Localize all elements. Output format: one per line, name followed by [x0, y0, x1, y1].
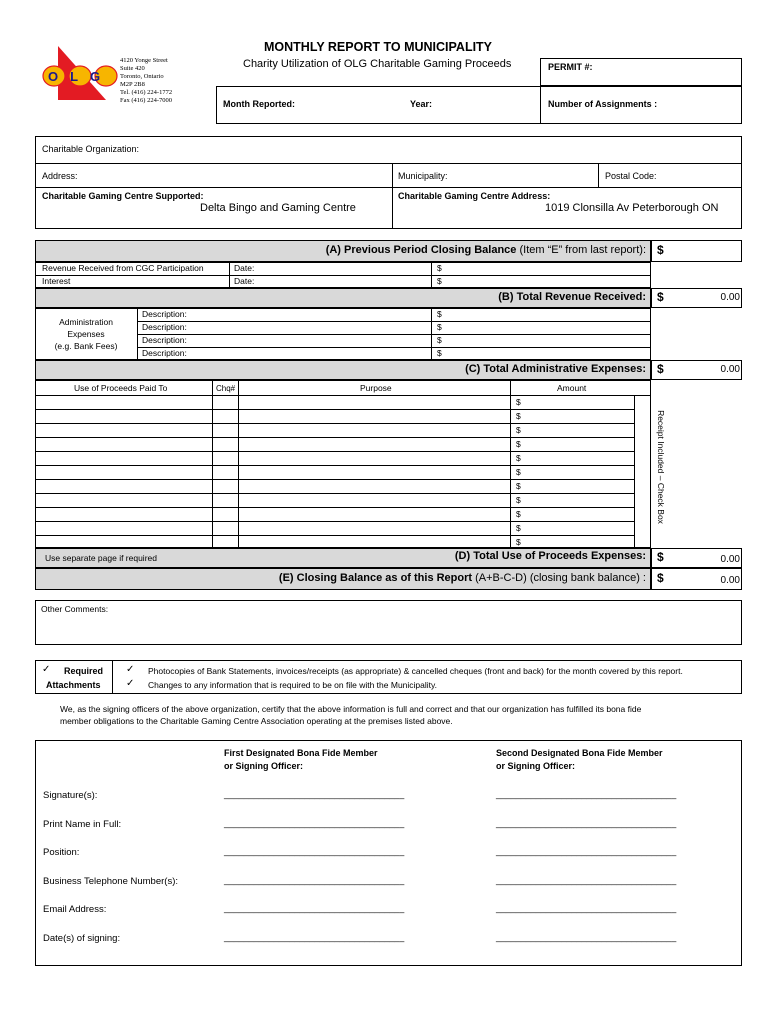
first-signer-field[interactable]: ____________________________________	[224, 875, 405, 885]
first-signer-field[interactable]: ____________________________________	[224, 903, 405, 913]
second-signer-field[interactable]: ____________________________________	[496, 818, 677, 828]
proceeds-dollar[interactable]: $	[516, 439, 521, 449]
proceeds-dollar[interactable]: $	[516, 523, 521, 533]
section-a-dollar: $	[657, 243, 664, 257]
check-icon: ✓	[126, 664, 135, 675]
signing-row-label: Print Name in Full:	[43, 819, 122, 830]
admin-desc-3[interactable]: Description:	[142, 335, 187, 345]
permit-label: PERMIT #:	[548, 62, 593, 72]
section-a-amount[interactable]	[651, 240, 742, 262]
proceeds-dollar[interactable]: $	[516, 509, 521, 519]
org-block	[35, 136, 742, 229]
org-label: Charitable Organization:	[42, 144, 140, 154]
address-line: M2P 2B8	[120, 81, 145, 88]
comments-label: Other Comments:	[41, 604, 109, 614]
table-row[interactable]	[35, 493, 634, 507]
table-row[interactable]	[35, 423, 634, 437]
second-signer-field[interactable]: ____________________________________	[496, 903, 677, 913]
revenue-label: Revenue Received from CGC Participation	[42, 263, 204, 273]
signing-row-label: Signature(s):	[43, 790, 98, 801]
proceeds-dollar[interactable]: $	[516, 425, 521, 435]
certify-line-1: We, as the signing officers of the above organization, certify that the above information is full and correct and that our organization has fulfilled its bona fide	[60, 704, 642, 714]
interest-label: Interest	[42, 276, 71, 286]
section-b-dollar: $	[657, 290, 664, 304]
admin-dollar-1[interactable]: $	[437, 309, 442, 319]
table-row[interactable]	[35, 409, 634, 423]
signing-row-label: Business Telephone Number(s):	[43, 876, 179, 887]
comments-field[interactable]	[35, 600, 742, 645]
section-c-value: 0.00	[720, 364, 740, 375]
second-signer-field[interactable]: ____________________________________	[496, 846, 677, 856]
table-row[interactable]	[35, 521, 634, 535]
section-c-label: (C) Total Administrative Expenses:	[465, 363, 646, 375]
first-signer-field[interactable]: ____________________________________	[224, 846, 405, 856]
postal-label: Postal Code:	[605, 171, 657, 181]
address-line: Tel. (416) 224-1772	[120, 89, 173, 96]
proceeds-dollar[interactable]: $	[516, 453, 521, 463]
second-member-label-1: Second Designated Bona Fide Member	[496, 748, 663, 758]
first-member-label-2: or Signing Officer:	[224, 761, 304, 771]
interest-date[interactable]: Date:	[234, 276, 255, 286]
cgc-value[interactable]: Delta Bingo and Gaming Centre	[200, 202, 356, 214]
section-b-label: (B) Total Revenue Received:	[498, 291, 646, 303]
month-label: Month Reported:	[223, 99, 295, 109]
olg-logo	[40, 44, 120, 104]
first-member-label-1: First Designated Bona Fide Member	[224, 748, 378, 758]
admin-dollar-3[interactable]: $	[437, 335, 442, 345]
attachment-item-1: Photocopies of Bank Statements, invoices/receipts (as appropriate) & cancelled cheques (front and back) for the month covered by this report.	[148, 666, 683, 676]
admin-desc-2[interactable]: Description:	[142, 322, 187, 332]
year-label: Year:	[410, 99, 433, 109]
page-title: MONTHLY REPORT TO MUNICIPALITY	[264, 40, 493, 54]
proceeds-dollar[interactable]: $	[516, 537, 521, 547]
col-amount: Amount	[557, 383, 587, 393]
section-c-dollar: $	[657, 362, 664, 376]
attachment-item-2: Changes to any information that is required to be on file with the Municipality.	[148, 680, 437, 690]
first-signer-field[interactable]: ____________________________________	[224, 818, 405, 828]
proceeds-dollar[interactable]: $	[516, 495, 521, 505]
proceeds-dollar[interactable]: $	[516, 397, 521, 407]
second-member-label-2: or Signing Officer:	[496, 761, 576, 771]
assignments-label: Number of Assignments :	[548, 99, 658, 109]
section-e-dollar: $	[657, 571, 664, 585]
section-a-label: (A) Previous Period Closing Balance (Item “E” from last report):	[325, 244, 646, 256]
table-row[interactable]	[35, 451, 634, 465]
section-e-label: (E) Closing Balance as of this Report (A+B-C-D) (closing bank balance) :	[278, 572, 646, 584]
first-signer-field[interactable]: ____________________________________	[224, 789, 405, 799]
proceeds-dollar[interactable]: $	[516, 411, 521, 421]
table-row[interactable]	[35, 395, 634, 409]
section-d-dollar: $	[657, 550, 664, 564]
section-e-value: 0.00	[720, 575, 740, 586]
section-d-note: Use separate page if required	[45, 553, 157, 563]
table-row[interactable]	[35, 437, 634, 451]
attachments-label-2: Attachments	[46, 680, 101, 690]
section-d-label: (D) Total Use of Proceeds Expenses:	[454, 550, 646, 562]
col-paid-to: Use of Proceeds Paid To	[74, 383, 168, 393]
cgc-address-label: Charitable Gaming Centre Address:	[398, 191, 551, 201]
page-subtitle: Charity Utilization of OLG Charitable Gaming Proceeds	[243, 58, 512, 70]
table-row[interactable]	[35, 465, 634, 479]
admin-desc-4[interactable]: Description:	[142, 348, 187, 358]
signing-row-label: Email Address:	[43, 904, 107, 915]
admin-desc-1[interactable]: Description:	[142, 309, 187, 319]
proceeds-dollar[interactable]: $	[516, 467, 521, 477]
logo-brand: OLG	[48, 69, 113, 84]
address-line: Fax (416) 224-7000	[120, 97, 172, 104]
certify-line-2: member obligations to the Charitable Gaming Centre Association operating at the premises listed above.	[60, 716, 453, 726]
cgc-label: Charitable Gaming Centre Supported:	[42, 191, 204, 201]
section-d-value: 0.00	[720, 554, 740, 565]
second-signer-field[interactable]: ____________________________________	[496, 875, 677, 885]
table-row[interactable]	[35, 535, 634, 549]
admin-label: Administration Expenses (e.g. Bank Fees)	[54, 317, 118, 351]
cgc-address-value[interactable]: 1019 Clonsilla Av Peterborough ON	[545, 202, 719, 214]
address-line: 4120 Yonge Street	[120, 57, 168, 64]
table-row[interactable]	[35, 507, 634, 521]
second-signer-field[interactable]: ____________________________________	[496, 789, 677, 799]
address-line: Suite 420	[120, 65, 145, 72]
admin-dollar-4[interactable]: $	[437, 348, 442, 358]
revenue-dollar[interactable]: $	[437, 263, 442, 273]
admin-dollar-2[interactable]: $	[437, 322, 442, 332]
signing-row-label: Position:	[43, 847, 80, 858]
signing-row-label: Date(s) of signing:	[43, 933, 121, 944]
col-chq: Chq#	[216, 384, 236, 393]
table-row[interactable]	[35, 479, 634, 493]
logo-address	[120, 57, 172, 105]
section-b-value: 0.00	[720, 292, 740, 303]
proceeds-dollar[interactable]: $	[516, 481, 521, 491]
address-line: Toronto, Ontario	[120, 73, 164, 80]
col-purpose: Purpose	[360, 383, 392, 393]
revenue-date[interactable]: Date:	[234, 263, 255, 273]
check-icon: ✓	[42, 664, 51, 675]
municipality-label: Municipality:	[398, 171, 448, 181]
address-label: Address:	[42, 171, 78, 181]
interest-dollar[interactable]: $	[437, 276, 442, 286]
check-icon: ✓	[126, 678, 135, 689]
first-signer-field[interactable]: ____________________________________	[224, 932, 405, 942]
second-signer-field[interactable]: ____________________________________	[496, 932, 677, 942]
attachments-label-1: Required	[64, 666, 104, 676]
